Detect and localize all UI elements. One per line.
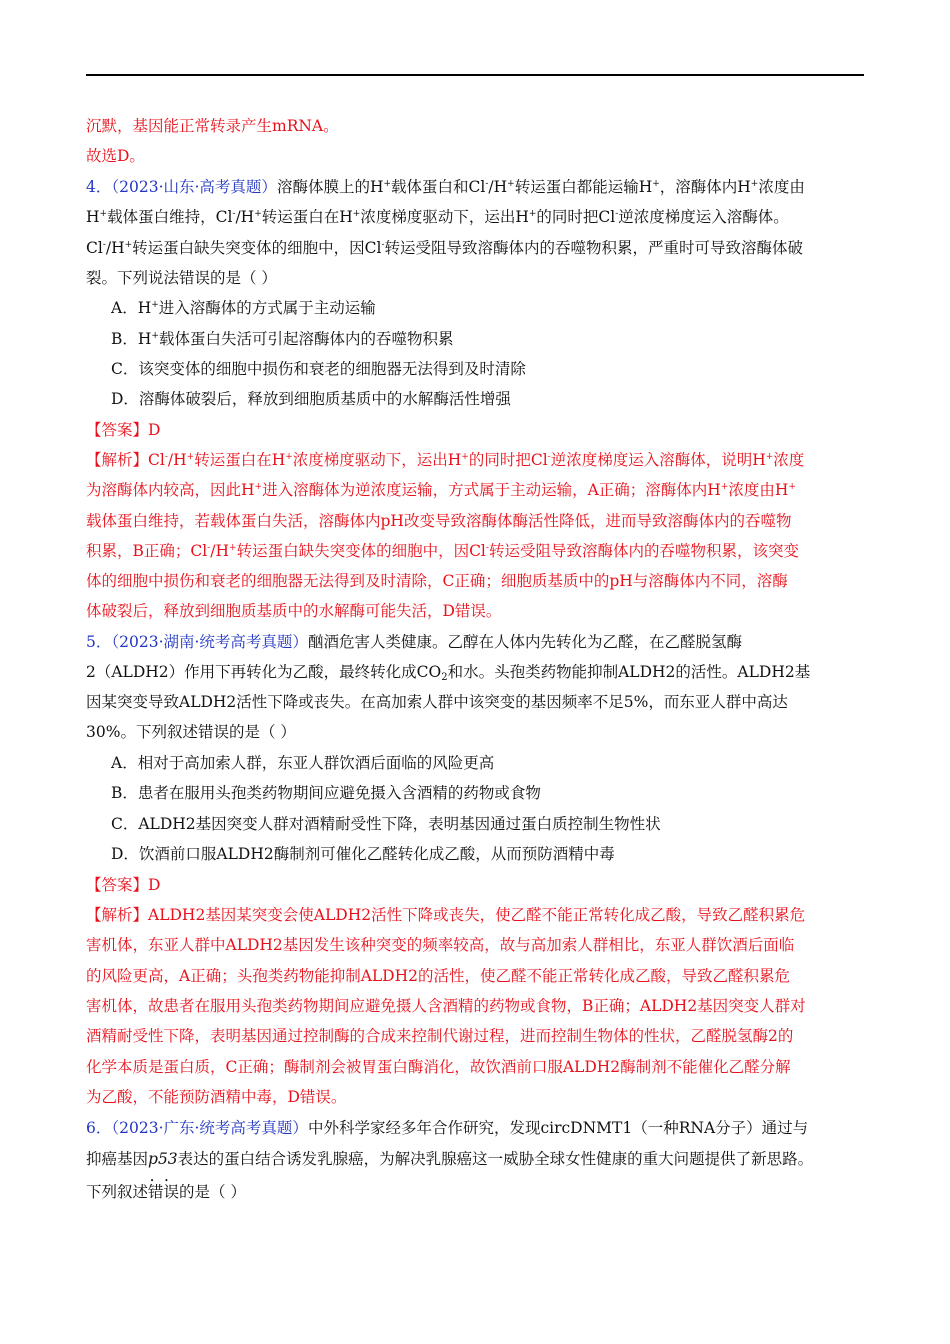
- q4-stem-line-3: Cl-/H+转运蛋白缺失突变体的细胞中，因Cl-转运受阻导致溶酶体内的吞噬物积累，严重时可导致溶酶体破: [86, 239, 804, 257]
- prev-conclusion: 故选D。: [86, 147, 145, 165]
- q4-source: （2023·山东·高考真题）: [111, 178, 277, 196]
- q5-stem-line-4: 30%。下列叙述错误的是（ ）: [86, 723, 296, 741]
- q4-answer: 【答案】D: [86, 421, 161, 439]
- q4-option-c[interactable]: C．该突变体的细胞中损伤和衰老的细胞器无法得到及时清除: [111, 360, 526, 378]
- q4-explanation-line-2: 为溶酶体内较高，因此H+进入溶酶体为逆浓度运输，方式属于主动运输，A正确；溶酶体内H+浓度由H+: [86, 481, 796, 499]
- q5-explanation-label: 【解析】: [86, 906, 149, 924]
- gene-name: p53: [148, 1150, 178, 1168]
- q5-answer: 【答案】D: [86, 876, 161, 894]
- q6-source: （2023·广东·统考高考真题）: [111, 1119, 308, 1137]
- q5-source: （2023·湖南·统考高考真题）: [111, 633, 308, 651]
- q4-stem-line-1: 4．（2023·山东·高考真题）溶酶体膜上的H+载体蛋白和Cl-/H+转运蛋白都能运输H+，溶酶体内H+浓度由: [86, 178, 805, 196]
- q5-explanation-line-3: 的风险更高，A正确；头孢类药物能抑制ALDH2的活性，使乙醛不能正常转化成乙酸，导致乙醛积累危: [86, 967, 790, 985]
- q4-option-d[interactable]: D．溶酶体破裂后，释放到细胞质基质中的水解酶活性增强: [111, 390, 511, 408]
- q5-number: 5．: [86, 633, 112, 651]
- q6-stem-line-1: 6．（2023·广东·统考高考真题）中外科学家经多年合作研究，发现circDNMT1（一种RNA分子）通过与: [86, 1119, 809, 1137]
- q4-explanation-line-4: 积累，B正确；Cl-/H+转运蛋白缺失突变体的细胞中，因Cl-转运受阻导致溶酶体内的吞噬物积累，该突变: [86, 542, 799, 560]
- prev-explanation-tail: 沉默，基因能正常转录产生mRNA。: [86, 117, 339, 135]
- q5-stem-line-3: 因某突变导致ALDH2活性下降或丧失。在高加索人群中该突变的基因频率不足5%，而东亚人群中高达: [86, 693, 788, 711]
- q6-stem-line-3: 下列叙述错误 • •的是（ ）: [86, 1182, 866, 1202]
- q4-option-b[interactable]: B．H+载体蛋白失活可引起溶酶体内的吞噬物积累: [111, 330, 454, 348]
- q4-stem-line-2: H+载体蛋白维持，Cl-/H+转运蛋白在H+浓度梯度驱动下，运出H+的同时把Cl-逆浓度梯度运入溶酶体。: [86, 208, 789, 226]
- q4-option-a[interactable]: A．H+进入溶酶体的方式属于主动运输: [111, 299, 376, 317]
- emphasis-mark: 错误 • •: [148, 1183, 179, 1201]
- header-rule: [86, 74, 864, 76]
- q4-number: 4．: [86, 178, 112, 196]
- q5-explanation-line-6: 化学本质是蛋白质，C正确；酶制剂会被胃蛋白酶消化，故饮酒前口服ALDH2酶制剂不能催化乙醛分解: [86, 1058, 791, 1076]
- q5-stem-line-2: 2（ALDH2）作用下再转化为乙酸，最终转化成$CO_2$和水。头孢类药物能抑制ALDH2的活性。ALDH2基: [86, 663, 811, 682]
- q5-explanation-line-4: 害机体，故患者在服用头孢类药物期间应避免摄人含酒精的药物或食物，B正确；ALDH2基因突变人群对: [86, 997, 806, 1015]
- q4-explanation-line-5: 体的细胞中损伤和衰老的细胞器无法得到及时清除，C正确；细胞质基质中的pH与溶酶体内不同，溶酶: [86, 572, 788, 590]
- q5-option-b[interactable]: B．患者在服用头孢类药物期间应避免摄入含酒精的药物或食物: [111, 784, 541, 802]
- q4-explanation-line-3: 载体蛋白维持，若载体蛋白失活，溶酶体内pH改变导致溶酶体酶活性降低，进而导致溶酶体内的吞噬物: [86, 512, 792, 530]
- q4-stem-line-4: 裂。下列说法错误的是（ ）: [86, 269, 277, 287]
- q6-number: 6．: [86, 1119, 112, 1137]
- q5-explanation-line-2: 害机体，东亚人群中ALDH2基因发生该种突变的频率较高，故与高加索人群相比，东亚人群饮酒后面临: [86, 936, 795, 954]
- q4-explanation-line-1: 【解析】Cl-/H+转运蛋白在H+浓度梯度驱动下，运出H+的同时把Cl-逆浓度梯度运入溶酶体，说明H+浓度: [86, 451, 805, 469]
- q5-explanation-line-7: 为乙酸，不能预防酒精中毒，D错误。: [86, 1088, 347, 1106]
- q4-explanation-label: 【解析】: [86, 451, 149, 469]
- q5-option-d[interactable]: D．饮酒前口服ALDH2酶制剂可催化乙醛转化成乙酸，从而预防酒精中毒: [111, 845, 615, 863]
- q5-option-a[interactable]: A．相对于高加索人群，东亚人群饮酒后面临的风险更高: [111, 754, 495, 772]
- q5-explanation-line-5: 酒精耐受性下降，表明基因通过控制酶的合成来控制代谢过程，进而控制生物体的性状，乙醛脱氢酶2的: [86, 1027, 794, 1045]
- q5-option-c[interactable]: C．ALDH2基因突变人群对酒精耐受性下降，表明基因通过蛋白质控制生物性状: [111, 815, 661, 833]
- q4-explanation-line-6: 体破裂后，释放到细胞质基质中的水解酶可能失活，D错误。: [86, 602, 502, 620]
- q6-stem-line-2: 抑癌基因p53表达的蛋白结合诱发乳腺癌，为解决乳腺癌这一威胁全球女性健康的重大问题提供了新思路。: [86, 1150, 814, 1168]
- q5-stem-line-1: 5．（2023·湖南·统考高考真题）酗酒危害人类健康。乙醇在人体内先转化为乙醛，在乙醛脱氢酶: [86, 633, 742, 651]
- q5-explanation-line-1: 【解析】ALDH2基因某突变会使ALDH2活性下降或丧失，使乙醛不能正常转化成乙酸，导致乙醛积累危: [86, 906, 806, 924]
